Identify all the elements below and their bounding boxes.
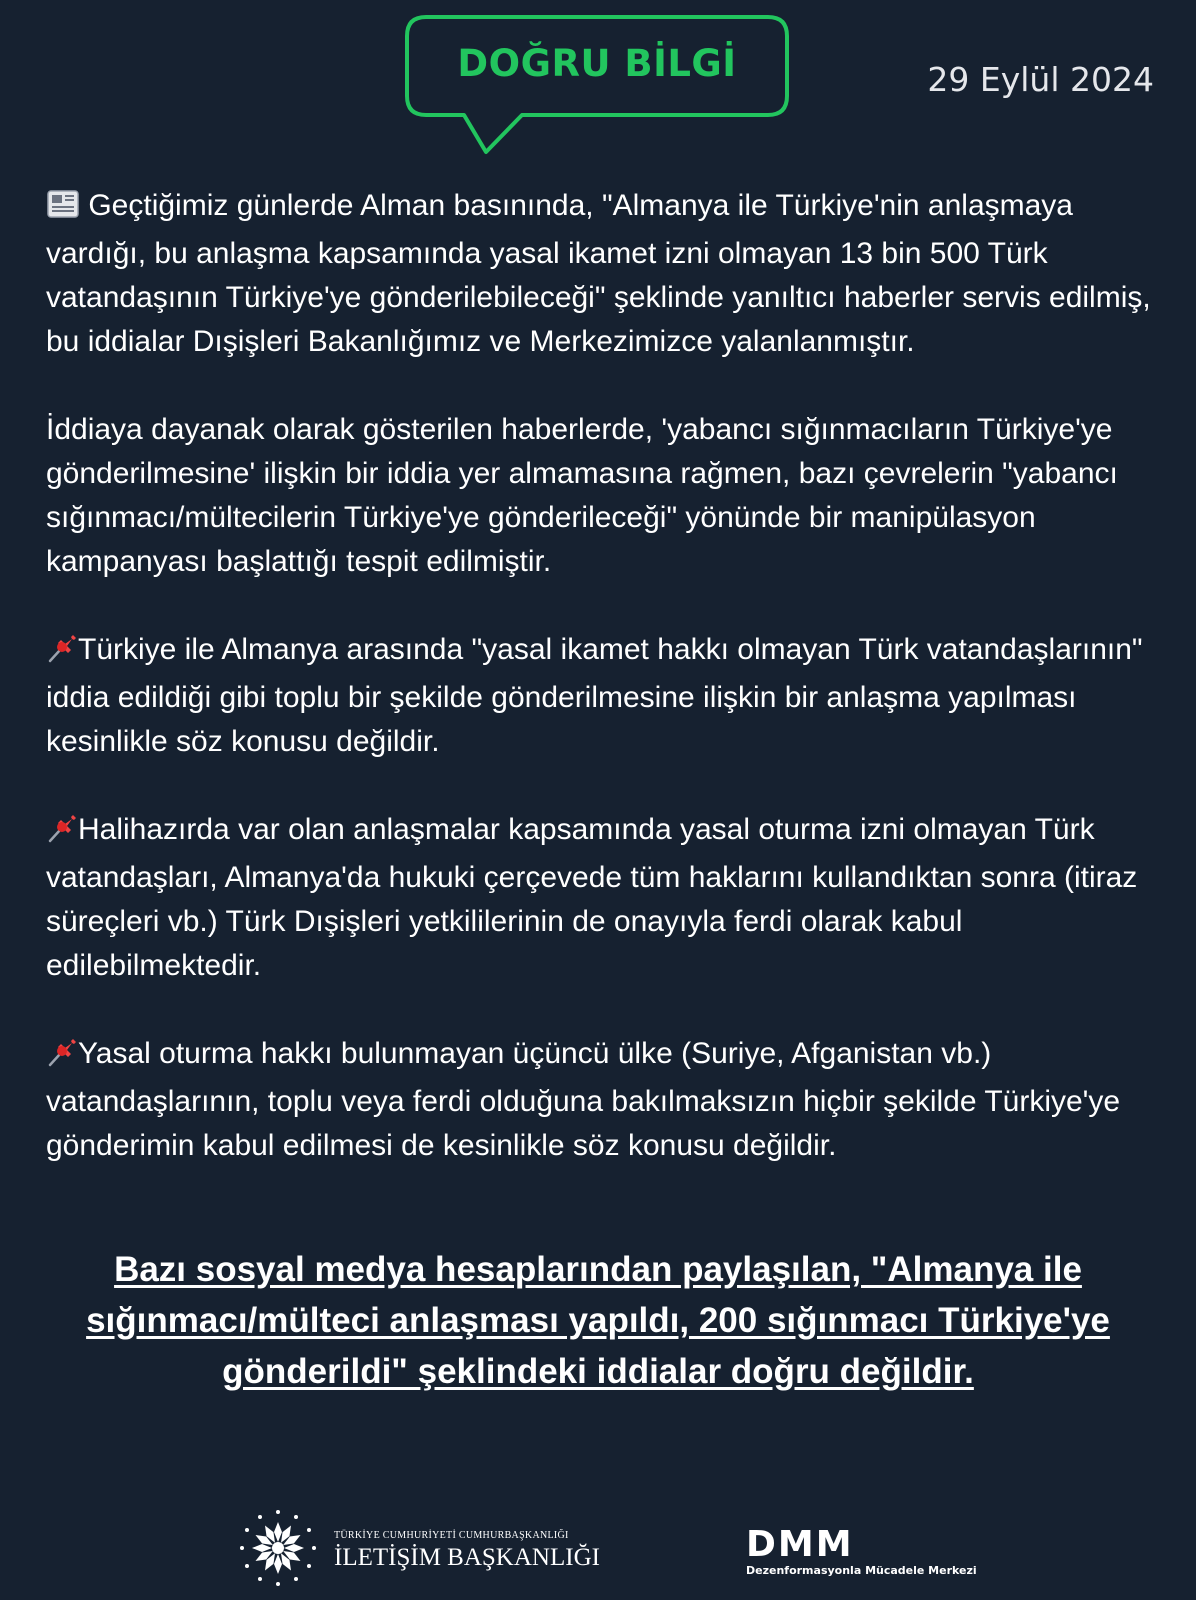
fact-check-badge bbox=[404, 14, 790, 120]
footer bbox=[0, 1500, 1196, 1590]
paragraph bbox=[46, 184, 1156, 364]
iletisim-big-text: İLETİŞİM BAŞKANLIĞI bbox=[334, 1544, 600, 1571]
speech-bubble-icon bbox=[404, 14, 790, 164]
newspaper-icon bbox=[46, 188, 80, 232]
paragraph-text: Halihazırda var olan anlaşmalar kapsamında yasal oturma izni olmayan Türk vatandaşları, Almanya'da hukuki çerçevede tüm haklarını kullandıktan sonra (itiraz süreçleri vb.) Türk Dışişleri yetkililerinin de onayıyla ferdi olarak kabul edilebilmektedir. bbox=[46, 813, 1138, 982]
sun-emblem-icon bbox=[238, 1508, 318, 1588]
pushpin-icon bbox=[46, 1036, 78, 1080]
paragraph-text: İddiaya dayanak olarak gösterilen haberlerde, 'yabancı sığınmacıların Türkiye'ye gönderilmesine' ilişkin bir iddia yer almamasına rağmen, bazı çevrelerin "yabancı sığınmacı/mültecilerin Türkiye'ye gönderileceği" yönünde bir manipülasyon kampanyası başlattığı tespit edilmiştir. bbox=[46, 413, 1118, 578]
paragraph bbox=[46, 1032, 1156, 1168]
paragraph-text: Yasal oturma hakkı bulunmayan üçüncü ülke (Suriye, Afganistan vb.) vatandaşlarının, toplu veya ferdi olduğuna bakılmaksızın hiçbir şekilde Türkiye'ye gönderimin kabul edilmesi de kesinlikle söz konusu değildir. bbox=[46, 1037, 1121, 1162]
dmm-logo bbox=[746, 1524, 977, 1578]
conclusion-statement: Bazı sosyal medya hesaplarından paylaşılan, "Almanya ile sığınmacı/mülteci anlaşması yapıldı, 200 sığınmacı Türkiye'ye gönderildi" şeklindeki iddialar doğru değildir. bbox=[86, 1250, 1110, 1391]
publish-date: 29 Eylül 2024 bbox=[927, 60, 1154, 99]
paragraph bbox=[46, 808, 1156, 988]
pushpin-icon bbox=[46, 812, 78, 856]
pushpin-icon bbox=[46, 632, 78, 676]
paragraph-text: Geçtiğimiz günlerde Alman basınında, "Almanya ile Türkiye'nin anlaşmaya vardığı, bu anlaşma kapsamında yasal ikamet izni olmayan 13 bin 500 Türk vatandaşının Türkiye'ye gönderilebileceği" şeklinde yanıltıcı haberler servis edilmiş, bu iddialar Dışişleri Bakanlığımız ve Merkezimizce yalanlanmıştır. bbox=[46, 189, 1151, 358]
article-body bbox=[46, 184, 1156, 1212]
paragraph-text: Türkiye ile Almanya arasında "yasal ikamet hakkı olmayan Türk vatandaşlarının" iddia edildiği gibi toplu bir şekilde gönderilmesine ilişkin bir anlaşma yapılması kesinlikle söz konusu değildir. bbox=[46, 633, 1143, 758]
badge-label: DOĞRU BİLGİ bbox=[457, 42, 737, 85]
dmm-subtitle: Dezenformasyonla Mücadele Merkezi bbox=[746, 1564, 977, 1577]
iletisim-baskanligi-logo bbox=[238, 1508, 608, 1588]
paragraph bbox=[46, 628, 1156, 764]
paragraph bbox=[46, 408, 1156, 584]
dmm-wordmark: DMM bbox=[746, 1524, 854, 1565]
iletisim-small-text: TÜRKİYE CUMHURİYETİ CUMHURBAŞKANLIĞI bbox=[334, 1530, 569, 1541]
